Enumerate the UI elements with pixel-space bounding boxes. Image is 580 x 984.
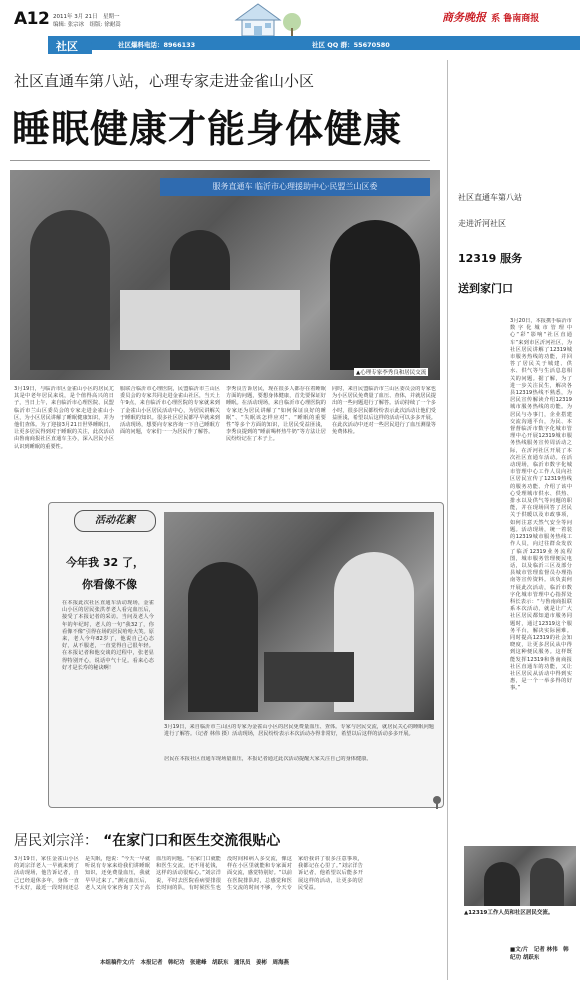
bottom-body: 3月19日，家住金雀山小区的刘宗洋老人一早就来到了活动现场，他告诉记者，自己已经退休多年，身体一直不太好，最近一段时间还总是失眠，他说：“今天一早就听说有专家来给我们讲睡眠知识，还免费量血压，我就早早过来了。”测完血压后，老人又向专家咨询了关于高血压的问题。“在家门口就能和医生交流，还不用花钱，这样的活动很贴心。”刘宗洋说，平时去医院看病要排很长时间的队，有时候医生也没时间和病人多交流，像这样在小区里就能和专家面对面交流，感觉特别好。“以前在医院排队时，总感觉和医生交流的时间不够，今天专家给我讲了很多注意事项，我都记在心里了。”刘宗洋告诉记者，他希望以后能多开展这样的活动，让更多的居民受益。 xyxy=(14,856,363,891)
hotline: 社区爆料电话：8966133 xyxy=(118,41,196,49)
article-col-4: 同时，来自民盟临沂市兰山区委员会的专家也为小区居民免费量了血压、查体，并就居民提出的一些问题进行了解答。活动持续了一个多小时，很多居民都纷纷表示此次活动让他们受益匪浅，希望以后这样的活动可以多多开展。在此次活动中还对一些居民进行了血压测量等免费体检。 xyxy=(332,386,436,436)
photo-figure-left xyxy=(30,210,110,370)
editor-line: 编辑: 张宗冰 组版: 徐耐嵩 xyxy=(53,22,121,28)
date-line: 2011年 3月 21日 星期一 xyxy=(53,14,120,20)
headline-title: 睡眠健康才能身体健康 xyxy=(12,107,403,151)
photo-table xyxy=(120,290,300,350)
sidebar-photo-figure-2 xyxy=(530,858,564,906)
feature-body: 在本报此次社区直通车活动现场，金雀山小区的居民张洪孝老人看完血压后，接受了本报记者的采访。当问及老人今年的年纪时，老人的一句“我32了，你看像不像”引得在场的居民哈哈大笑。原来，老人今年82岁了，他说自己心态好，从不服老，一直觉得自己很年轻。在本报记者和他交谈的过程中，张老显得特别开心，说话中气十足。看来心态好才是长寿的秘诀啊！ xyxy=(62,600,154,671)
bottom-title xyxy=(14,830,280,850)
feature-photo-table xyxy=(264,652,354,702)
feature-quote-2: 你看像不像 xyxy=(82,578,137,591)
feature-photo-caption: 3月19日，来自临沂市兰山区的专家为金雀山小区的居民免费量血压、查体。专家与居民交流，就居民关心的睡眠问题进行了解答。（记者 林伟 摄）活动现场，居民纷纷表示本次活动办得非常好，希望以后这样的活动多多开展。 xyxy=(164,724,434,738)
article-col-3: 李秀良告诉居民，现在很多人都存在着睡眠方面的问题，要想身体健康，首先要保证好睡眠。在活动现场，来自临沂市心理医院的专家还为居民讲解了“如何保证良好的睡眠”、“失眠该怎样应对”、“睡眠的重要性”等多个方面的知识，让居民受益匪浅，李秀良提到的“睡前喝杯热牛奶”等方法让居民纷纷记在了本子上。 xyxy=(226,386,326,443)
sidebar-lead-1: 社区直通车第八站 xyxy=(458,193,522,202)
kicker: 社区直通车第八站，心理专家走进金雀山小区 xyxy=(14,72,315,90)
bottom-title-main: “在家门口和医生交流很贴心 xyxy=(103,833,281,849)
qq-group: 社区 QQ 群：55670580 xyxy=(312,41,390,49)
sidebar-photo-figure xyxy=(484,862,520,906)
sidebar-divider xyxy=(447,60,448,980)
house-illustration xyxy=(228,0,308,38)
main-photo xyxy=(10,170,440,380)
photo-banner: 服务直通车 临沂市心理援助中心·民盟兰山区委 xyxy=(160,178,430,196)
brand-logo xyxy=(442,6,539,25)
feature-photo-caption-2: 居民在本报社区直通车现场量血压，本报记者通过此次活动提醒大家关注自己的身体健康。 xyxy=(164,756,372,762)
sidebar-title-1: 12319 服务 xyxy=(458,252,523,265)
feature-badge: 活动花絮 xyxy=(74,510,156,532)
sidebar-lead-2: 走进沂河社区 xyxy=(458,219,506,228)
section-label: 社区 xyxy=(56,40,78,53)
main-photo-caption: ▲心理专家李秀良和居民交流 xyxy=(356,370,427,376)
feature-photo-figure-1 xyxy=(188,562,258,712)
sidebar-photo xyxy=(464,846,576,906)
sidebar-credit: ■文/片 记者 林伟 韩纪功 胡跃东 xyxy=(510,947,569,961)
photo-figure-right xyxy=(330,220,420,370)
sidebar-photo-caption: ▲12319工作人员和社区居民交流。 xyxy=(464,910,554,916)
page-header xyxy=(0,0,580,54)
bottom-credit: 本组稿件文/片 本报记者 韩纪功 张建峰 胡跃东 通讯员 姜彬 周海燕 xyxy=(100,960,290,966)
page-number: A12 xyxy=(14,9,50,29)
bottom-title-prefix: 居民刘宗洋： xyxy=(14,833,98,849)
feature-photo xyxy=(164,512,434,720)
sidebar-body: 3月20日，本报携手临沂市数字化城市管理中心“彩”影响“社区直通车”来到市区沂河社区，为社区居民讲解了12319城市服务热线的功能，并回答了居民关于城建、供水、供气等与生活息息相关的问题。据了解，为了进一步关注民生，解决各县12319热线不熟悉，为居民宣传解读介绍12319城市服务热线的功能。为居民与办事门，企业搭建交流沟通平台，为民、本督督临沂市数字化城市管理中心开展12319城市服务热线服务宣传周活动之际，在沂河社区开展了本次社区直通车活动。在活动现场，临沂市数字化城市管理中心工作人员向社区居民宣传了12319热线的服务功能、介绍了该中心受理城市供水、供热、排水以及供气等问题的职能，并在现场回答了居民关于供暖以及市政事项，如何注意天然气安全等问题。活动现场，统一着装的12319城市服务热线工作人员，向过往群众发放了临沂12319业务流程图，城市服务管理便民电话，以及临沂三区及部分县城市管理监督员办理指南等宣传资料。该负责何开展此次活动，临沂市数字化城市管理中心指挥处科长表示：“与鲁南商报联系本次活动，就是让广大社区居民都知道市服务同题时，通过12319这个服务平台，解决实际困难。同时提高12319的社会知晓度，让更多居民从中得到这种便民服务。这样既能发挥12319和鲁南商报社区直通车的功能，又让社区居民从活动中得到实惠，是一个一举多得的好事。” xyxy=(510,318,572,692)
article-col-1: 3月19日，与临沂市区金雀山小区的居民尤其是中老年居民来说，是个值得高兴的日子，当日上午，来自临沂市心理医院、民盟临沂市兰山区委员会的专家走进金雀山小区，为小区居民讲解了睡眠健康知识，并为他们查体。为了迎接3月21日世界睡眠日，让更多居民得到对于睡眠的关注，此次活动由鲁南商报社区直通车主办，深入居民小区认识到睡眠的重要性。 xyxy=(14,386,114,450)
brand-sub: 系 鲁南商报 xyxy=(491,14,540,24)
sidebar-title-2: 送到家门口 xyxy=(458,282,513,295)
article-col-2: 服联合临沂市心理医院，民盟临沂市兰山区委员会的专家共同走进金雀山社区，当天上午9点，来自临沂市心理医院的专家就来到了金雀山小区居民活动中心，为居民讲解关于睡眠的知识。很多社区居民都早早就来到活动现场，想要向专家咨询一下自己睡眠方面的问题，专家们一一为居民作了解答。 xyxy=(120,386,220,436)
headline-rule xyxy=(10,160,430,161)
pushpin-icon xyxy=(430,794,444,813)
feature-quote-1: 今年我 32 了， xyxy=(66,556,144,569)
brand-name: 商务晚报 xyxy=(442,11,486,24)
